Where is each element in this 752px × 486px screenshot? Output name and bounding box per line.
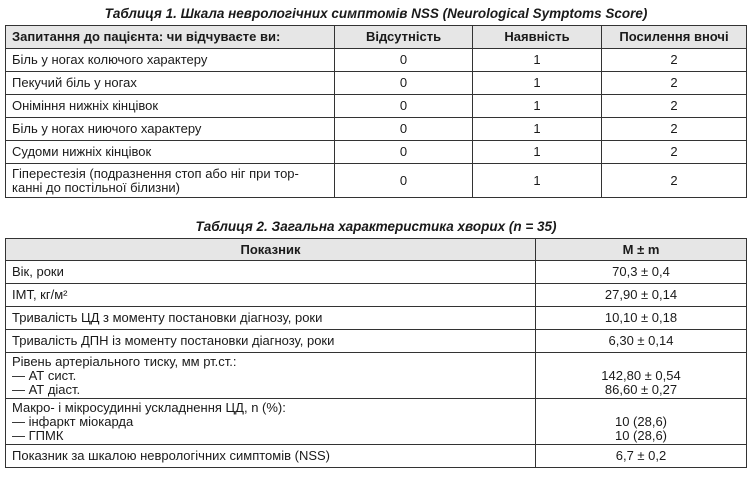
indicator-cell: Показник за шкалою неврологічних симптомів (NSS)	[6, 445, 536, 468]
night-cell: 2	[602, 118, 747, 141]
value-line: 86,60 ± 0,27	[604, 381, 678, 397]
header-question: Запитання до пацієнта: чи відчуваєте ви:	[6, 26, 335, 49]
indicator-line: — інфаркт міокарда	[12, 413, 134, 429]
present-cell: 1	[473, 164, 602, 198]
table-row	[6, 261, 747, 284]
night-cell: 2	[602, 164, 747, 198]
table-row	[6, 72, 747, 95]
value-line: 10 (28,6)	[614, 427, 668, 443]
table-row	[6, 330, 747, 353]
table-header-row	[6, 239, 747, 261]
absent-cell: 0	[335, 164, 473, 198]
table-row	[6, 307, 747, 330]
night-cell: 2	[602, 95, 747, 118]
indicator-line: — ГПМК	[12, 427, 64, 443]
header-absent: Відсутність	[335, 26, 473, 49]
value-cell: 10,10 ± 0,18	[536, 307, 747, 330]
present-cell: 1	[473, 72, 602, 95]
table-header-row	[6, 26, 747, 49]
table2-caption: Таблиця 2. Загальна характеристика хворих (n = 35)	[195, 219, 557, 234]
indicator-line: — АТ діаст.	[12, 381, 81, 397]
nss-table	[5, 25, 747, 198]
table-row	[6, 164, 747, 198]
present-cell: 1	[473, 118, 602, 141]
absent-cell: 0	[335, 49, 473, 72]
question-line: канні до постільної білизни)	[12, 179, 181, 195]
absent-cell: 0	[335, 118, 473, 141]
value-cell	[536, 399, 747, 445]
value-cell: 27,90 ± 0,14	[536, 284, 747, 307]
table-row	[6, 118, 747, 141]
night-cell: 2	[602, 72, 747, 95]
header-mean: M ± m	[536, 239, 747, 261]
value-line	[542, 401, 740, 415]
indicator-cell	[6, 353, 536, 399]
question-cell: Оніміння нижніх кінцівок	[6, 95, 335, 118]
question-cell	[6, 164, 335, 198]
table-row	[6, 445, 747, 468]
table-row	[6, 399, 747, 445]
header-indicator: Показник	[6, 239, 536, 261]
value-line	[542, 355, 740, 369]
indicator-line: — АТ сист.	[12, 367, 77, 383]
indicator-cell: Вік, роки	[6, 261, 536, 284]
table-row	[6, 353, 747, 399]
value-line: 10 (28,6)	[614, 413, 668, 429]
night-cell: 2	[602, 49, 747, 72]
question-cell: Біль у ногах ниючого характеру	[6, 118, 335, 141]
header-night: Посилення вночі	[602, 26, 747, 49]
table-row	[6, 49, 747, 72]
present-cell: 1	[473, 49, 602, 72]
indicator-cell	[6, 399, 536, 445]
value-line: 142,80 ± 0,54	[601, 367, 681, 383]
table-row	[6, 95, 747, 118]
question-line: Гіперестезія (подразнення стоп або ніг при тор-	[12, 165, 299, 181]
table-row	[6, 141, 747, 164]
question-cell: Судоми нижніх кінцівок	[6, 141, 335, 164]
value-cell: 6,30 ± 0,14	[536, 330, 747, 353]
absent-cell: 0	[335, 95, 473, 118]
night-cell: 2	[602, 141, 747, 164]
patients-table	[5, 238, 747, 468]
indicator-cell: Тривалість ДПН із моменту постановки діагнозу, роки	[6, 330, 536, 353]
header-present: Наявність	[473, 26, 602, 49]
present-cell: 1	[473, 141, 602, 164]
indicator-cell: Тривалість ЦД з моменту постановки діагнозу, роки	[6, 307, 536, 330]
indicator-cell: ІМТ, кг/м²	[6, 284, 536, 307]
value-cell	[536, 353, 747, 399]
table1-caption: Таблиця 1. Шкала неврологічних симптомів NSS (Neurological Symptoms Score)	[104, 6, 648, 21]
indicator-line: Рівень артеріального тиску, мм рт.ст.:	[12, 353, 237, 369]
question-cell: Біль у ногах колючого характеру	[6, 49, 335, 72]
absent-cell: 0	[335, 141, 473, 164]
absent-cell: 0	[335, 72, 473, 95]
value-cell: 6,7 ± 0,2	[536, 445, 747, 468]
indicator-line: Макро- і мікросудинні ускладнення ЦД, n (%):	[12, 399, 286, 415]
present-cell: 1	[473, 95, 602, 118]
value-cell: 70,3 ± 0,4	[536, 261, 747, 284]
question-cell: Пекучий біль у ногах	[6, 72, 335, 95]
table-row	[6, 284, 747, 307]
